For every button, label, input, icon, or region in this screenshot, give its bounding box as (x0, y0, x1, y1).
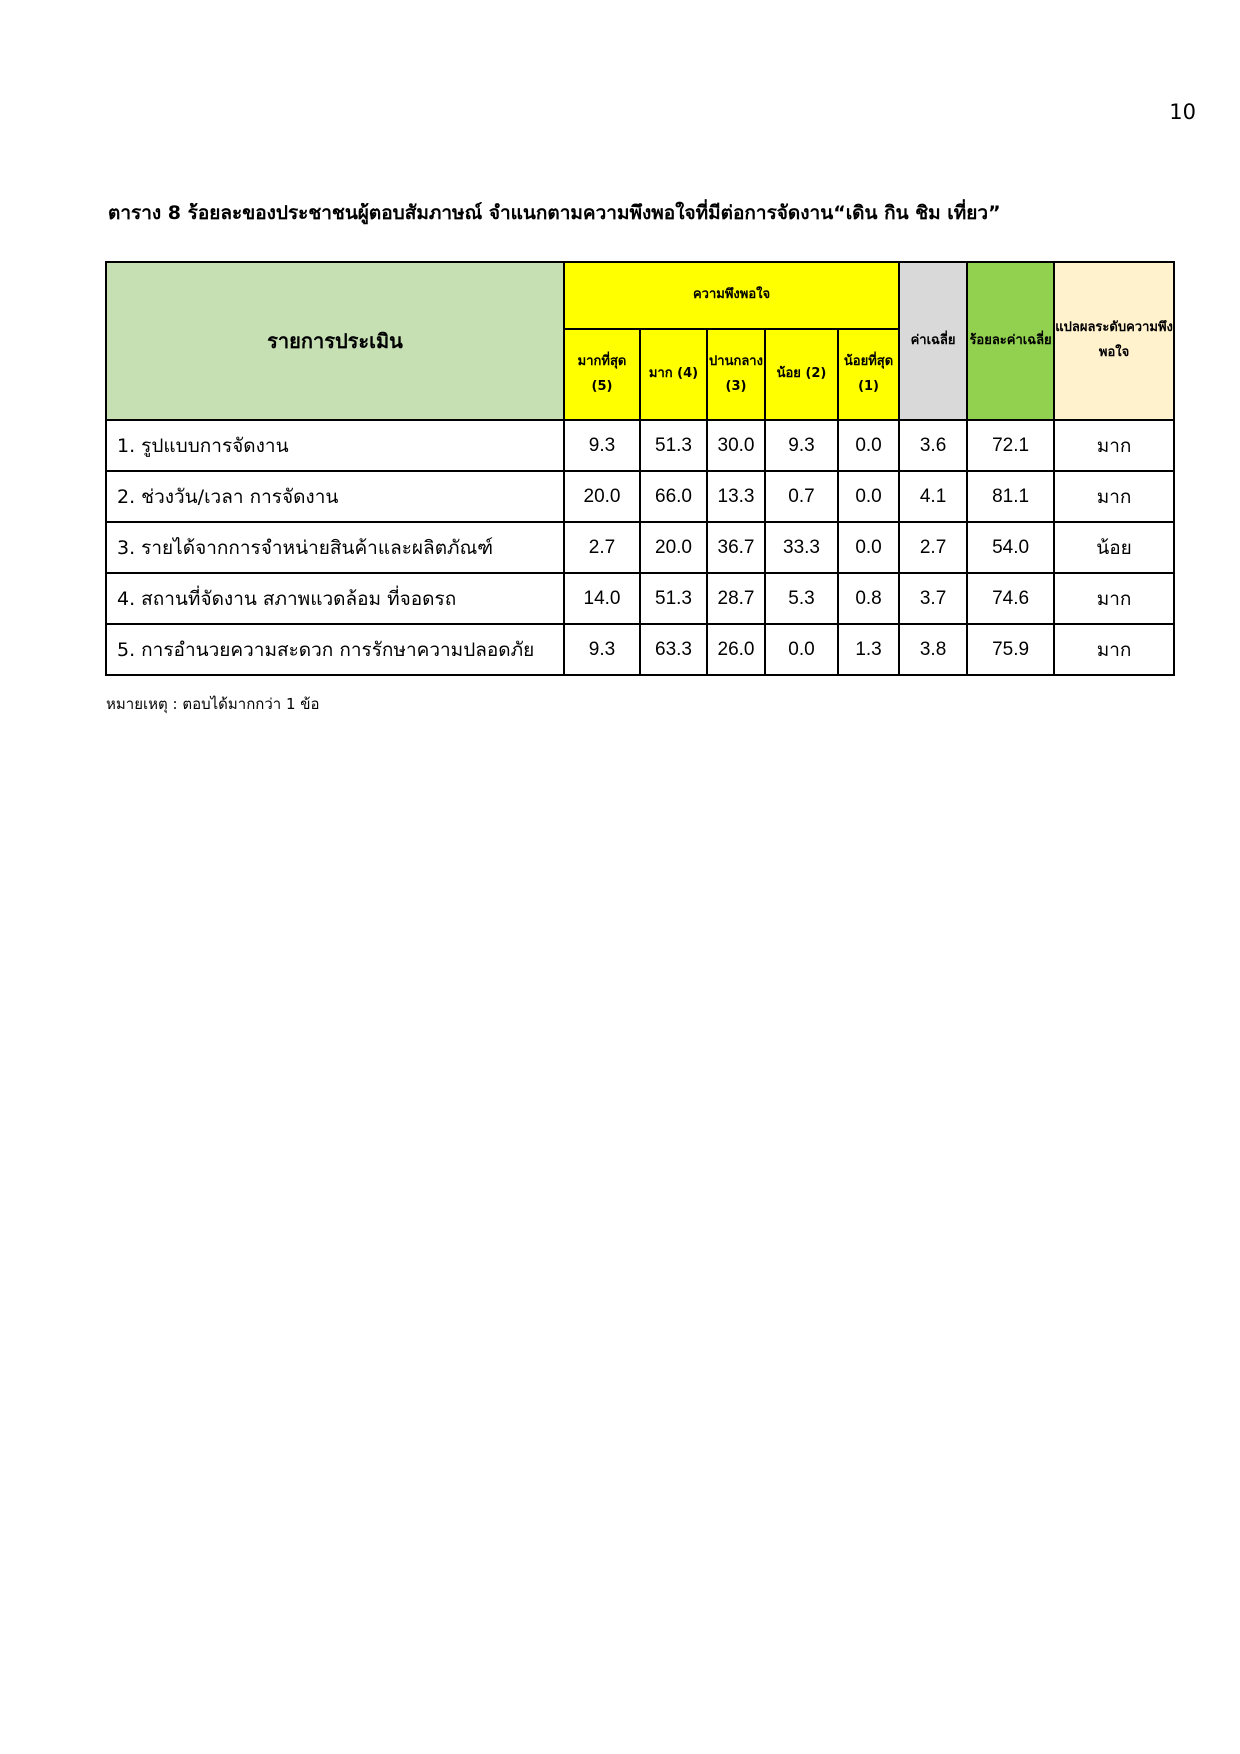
table-row (106, 522, 1174, 573)
header-level-2: น้อย (2) (765, 329, 838, 420)
cell-level-5: 2.7 (564, 522, 640, 573)
cell-level-4: 51.3 (640, 420, 707, 471)
cell-level-3: 36.7 (707, 522, 765, 573)
cell-level-3: 30.0 (707, 420, 765, 471)
cell-level-5: 20.0 (564, 471, 640, 522)
table-title: ตาราง 8 ร้อยละของประชาชนผู้ตอบสัมภาษณ์ จำแนกตามความพึงพอใจที่มีต่อการจัดงาน“เดิน กิน ชิม เที่ยว” (108, 202, 1001, 224)
cell-level-3: 28.7 (707, 573, 765, 624)
cell-level-5: 14.0 (564, 573, 640, 624)
header-average: ค่าเฉลี่ย (899, 262, 967, 420)
cell-percent: 72.1 (967, 420, 1054, 471)
cell-level-1: 0.0 (838, 471, 899, 522)
header-interpretation: แปลผลระดับความพึงพอใจ (1054, 262, 1174, 420)
cell-level-5: 9.3 (564, 624, 640, 675)
header-level-5: มากที่สุด (5) (564, 329, 640, 420)
cell-level-1: 0.0 (838, 420, 899, 471)
cell-level-1: 0.0 (838, 522, 899, 573)
cell-average: 2.7 (899, 522, 967, 573)
cell-interpretation: มาก (1054, 420, 1174, 471)
satisfaction-table (105, 261, 1175, 676)
cell-average: 4.1 (899, 471, 967, 522)
cell-level-3: 26.0 (707, 624, 765, 675)
row-item: 3. รายได้จากการจำหน่ายสินค้าและผลิตภัณฑ์ (106, 522, 564, 573)
row-item: 5. การอำนวยความสะดวก การรักษาความปลอดภัย (106, 624, 564, 675)
cell-percent: 74.6 (967, 573, 1054, 624)
cell-interpretation: มาก (1054, 573, 1174, 624)
cell-level-1: 0.8 (838, 573, 899, 624)
header-satisfaction: ความพึงพอใจ (564, 262, 899, 329)
cell-interpretation: น้อย (1054, 522, 1174, 573)
cell-percent: 75.9 (967, 624, 1054, 675)
cell-average: 3.8 (899, 624, 967, 675)
cell-interpretation: มาก (1054, 471, 1174, 522)
table-row (106, 420, 1174, 471)
cell-level-4: 66.0 (640, 471, 707, 522)
table-row (106, 471, 1174, 522)
table-note: หมายเหตุ : ตอบได้มากกว่า 1 ข้อ (106, 695, 320, 713)
cell-percent: 54.0 (967, 522, 1054, 573)
cell-level-4: 63.3 (640, 624, 707, 675)
header-percent-average: ร้อยละค่าเฉลี่ย (967, 262, 1054, 420)
table-row (106, 624, 1174, 675)
page-number: 10 (1169, 100, 1196, 124)
header-level-3: ปานกลาง (3) (707, 329, 765, 420)
cell-level-1: 1.3 (838, 624, 899, 675)
row-item: 2. ช่วงวัน/เวลา การจัดงาน (106, 471, 564, 522)
cell-percent: 81.1 (967, 471, 1054, 522)
cell-level-2: 33.3 (765, 522, 838, 573)
cell-level-2: 9.3 (765, 420, 838, 471)
cell-level-5: 9.3 (564, 420, 640, 471)
cell-level-4: 51.3 (640, 573, 707, 624)
cell-level-4: 20.0 (640, 522, 707, 573)
cell-interpretation: มาก (1054, 624, 1174, 675)
row-item: 4. สถานที่จัดงาน สภาพแวดล้อม ที่จอดรถ (106, 573, 564, 624)
row-item: 1. รูปแบบการจัดงาน (106, 420, 564, 471)
header-level-1: น้อยที่สุด (1) (838, 329, 899, 420)
cell-level-3: 13.3 (707, 471, 765, 522)
header-level-4: มาก (4) (640, 329, 707, 420)
cell-level-2: 5.3 (765, 573, 838, 624)
cell-level-2: 0.7 (765, 471, 838, 522)
header-item: รายการประเมิน (106, 262, 564, 420)
table-row (106, 573, 1174, 624)
cell-average: 3.6 (899, 420, 967, 471)
cell-average: 3.7 (899, 573, 967, 624)
cell-level-2: 0.0 (765, 624, 838, 675)
